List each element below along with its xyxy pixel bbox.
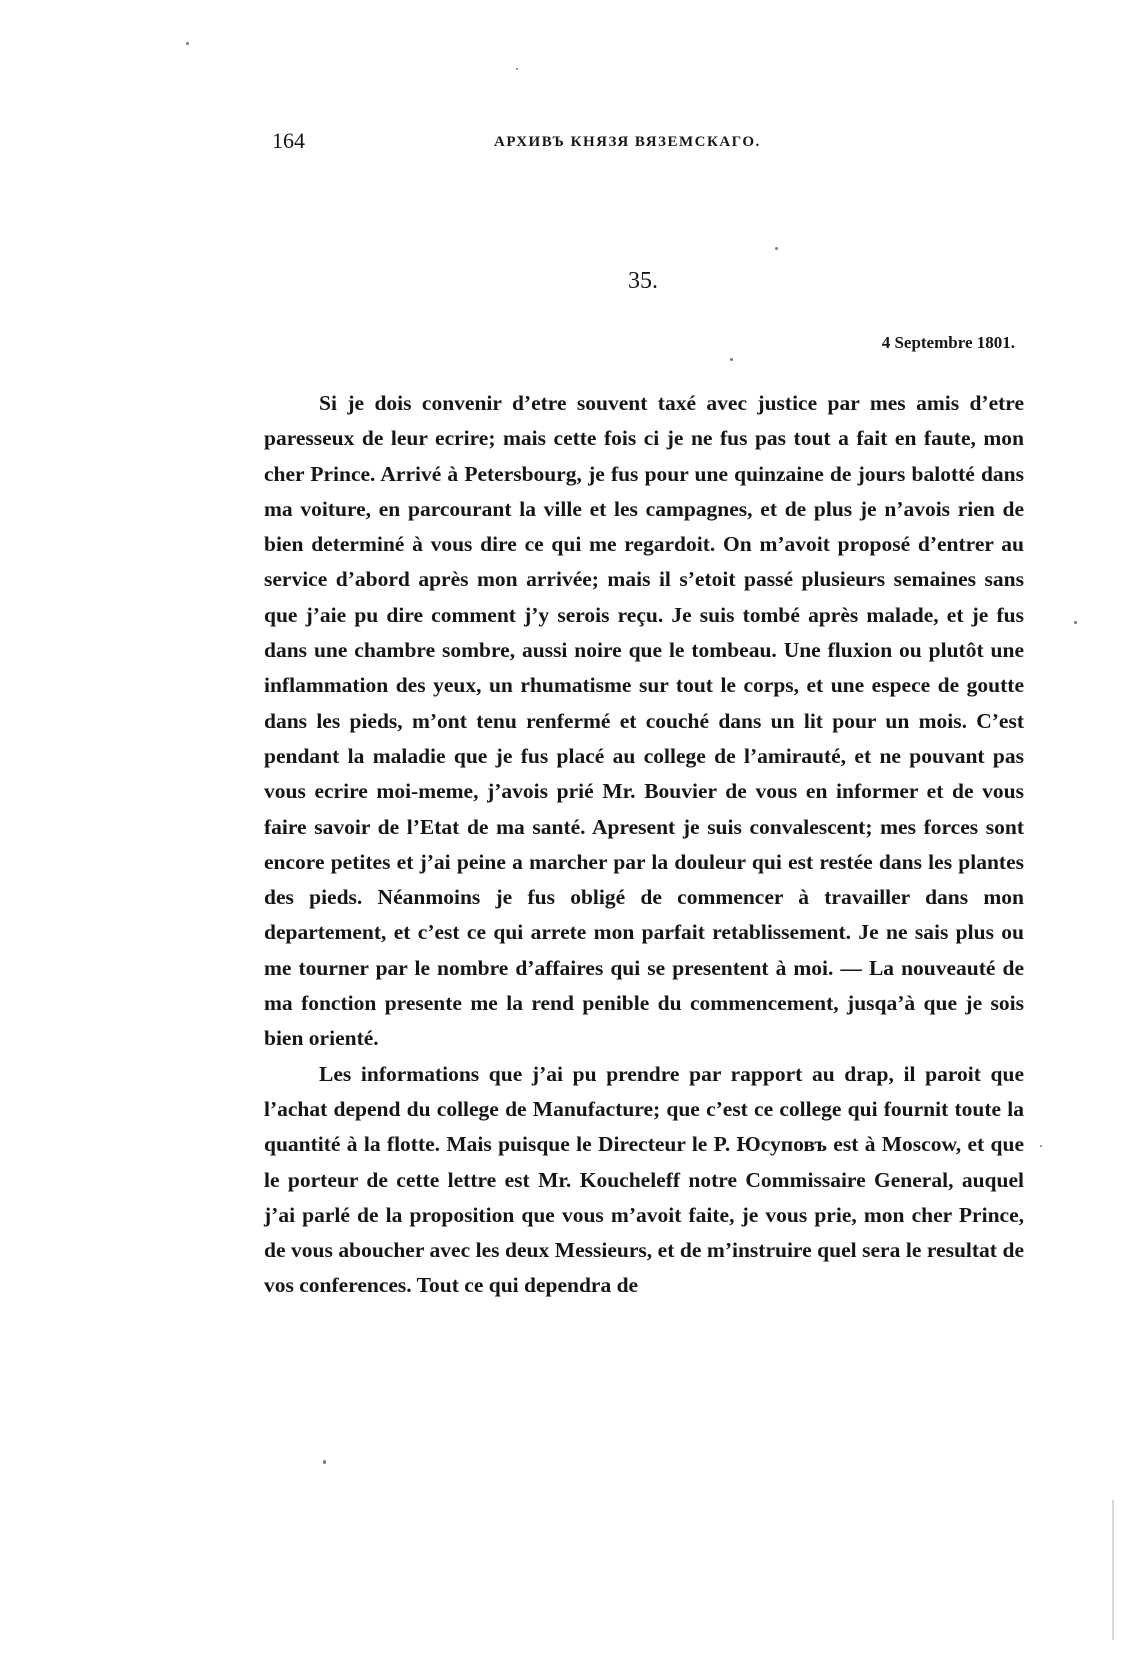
page-number: 164: [272, 128, 305, 153]
scan-speck: [186, 42, 189, 45]
running-head: [272, 128, 1032, 168]
scan-speck: [1040, 1145, 1042, 1147]
body-paragraph: Les informations que j’ai pu prendre par rapport au drap, il paroit que l’achat depend du college de Manufacture; que c’est ce college qui fournit toute la quantité à la flotte. Mais puisque le Directeur le P. Юсуповъ est à Moscow, et que le porteur de cette lettre est Mr. Koucheleff notre Commissaire General, auquel j’ai parlé de la proposition que vous m’avoit faite, je vous prie, mon cher Prince, de vous aboucher avec les deux Messieurs, et de m’instruire quel sera le resultat de vos conferences. Tout ce qui dependra de: [264, 1061, 1024, 1298]
running-title: АРХИВЪ КНЯЗЯ ВЯЗЕМСКАГО.: [494, 134, 761, 150]
body-paragraph: Si je dois convenir d’etre souvent taxé avec justice par mes amis d’etre paresseux de leur ecrire; mais cette fois ci je ne fus pas tout a fait en faute, mon cher Prince. Arrivé à Petersbourg, je fus pour une quinzaine de jours balotté dans ma voiture, en parcourant la ville et les campagnes, et de plus je n’avois rien de bien determiné à vous dire ce qui me regardoit. On m’avoit proposé d’entrer au service d’abord après mon arrivée; mais il s’etoit passé plusieurs semaines sans que j’aie pu dire comment j’y serois reçu. Je suis tombé après malade, et je fus dans une chambre sombre, aussi noire que le tombeau. Une fluxion ou plutôt une inflammation des yeux, un rhumatisme sur tout le corps, et une espece de goutte dans les pieds, m’ont tenu renfermé et couché dans un lit pour un mois. C’est pendant la maladie que je fus placé au college de l’amirauté, et ne pouvant pas vous ecrire moi-meme, j’avois prié Mr. Bouvier de vous en informer et de vous faire savoir de l’Etat de ma santé. Apresent je suis convalescent; mes forces sont encore petites et j’ai peine a marcher par la douleur qui est restée dans les plantes des pieds. Néanmoins je fus obligé de commencer à travailler dans mon departement, et c’est ce qui arrete mon parfait retablissement. Je ne sais plus ou me tourner par le nombre d’affaires qui se presentent à moi. — La nouveauté de ma fonction presente me la rend penible du commencement, jusqa’à que je sois bien orienté.: [264, 391, 1024, 1051]
letter-number: 35.: [628, 268, 658, 294]
letter-date: 4 Septembre 1801.: [881, 333, 1015, 352]
scan-edge-line: [1112, 1500, 1114, 1640]
letter-body: [264, 386, 1024, 1304]
scan-speck: [730, 358, 733, 361]
scan-speck: [775, 247, 778, 250]
scan-speck: [1074, 621, 1077, 624]
scan-speck: [516, 68, 518, 70]
scan-speck: [323, 1460, 326, 1464]
